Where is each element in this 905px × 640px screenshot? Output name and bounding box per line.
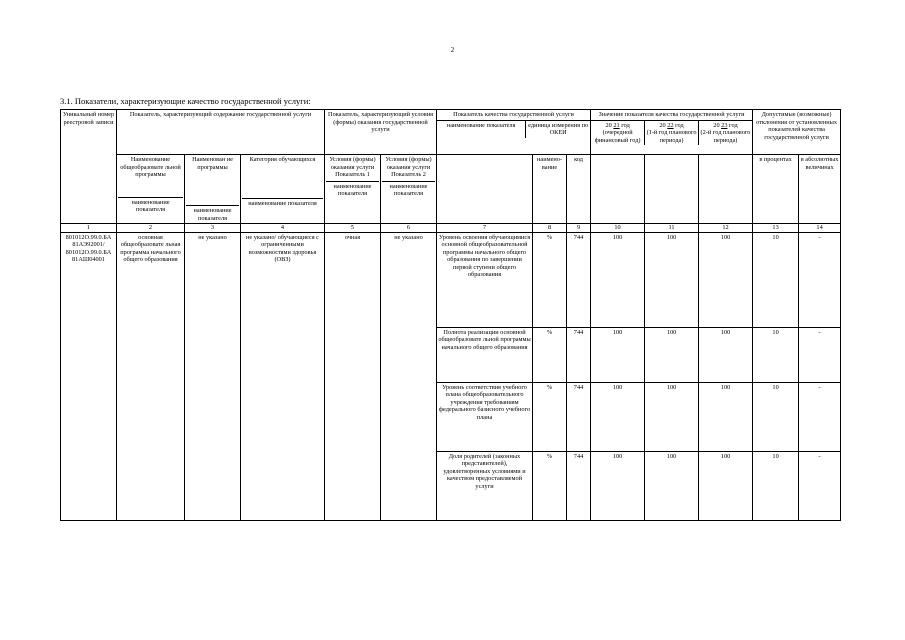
indicator-dev-absolute: - — [799, 382, 841, 451]
indicator-year-2: 100 — [645, 232, 699, 327]
indicator-dev-percent: 10 — [753, 382, 799, 451]
header-y2-blank — [645, 155, 699, 224]
header-year-2: 20 22 год (1-й год планового периода) — [646, 121, 697, 144]
header-dev-absolute: в абсолютных величинах — [799, 155, 841, 224]
header-unit-name: наимено-вание — [533, 155, 567, 224]
header-y1-blank — [591, 155, 645, 224]
header-unit-code: код — [567, 155, 591, 224]
quality-indicators-table — [60, 109, 841, 521]
indicator-dev-percent: 10 — [753, 451, 799, 520]
header-unit-okei: единица измерения по ОКЕИ — [528, 121, 589, 137]
header-row-1 — [61, 110, 841, 155]
header-reg-number: Уникальный номер реестровой записи — [61, 110, 117, 224]
indicator-code: 744 — [567, 327, 591, 382]
indicator-year-3: 100 — [699, 327, 753, 382]
header-conditions-group: Показатель, характеризующий условия (формы) оказания государственной услуги — [325, 110, 437, 155]
indicator-year-2: 100 — [645, 327, 699, 382]
indicator-unit: % — [533, 382, 567, 451]
header-y3-blank — [699, 155, 753, 224]
indicator-unit: % — [533, 327, 567, 382]
record-program-name: не указано — [185, 232, 241, 520]
record-program: основная общеобразовате льная программа начального общего образования — [117, 232, 185, 520]
indicator-year-1: 100 — [591, 232, 645, 327]
indicator-year-3: 100 — [699, 451, 753, 520]
header-sub-category: Категория обучающихся наименование показателя — [241, 155, 325, 224]
indicator-code: 744 — [567, 382, 591, 451]
header-dev-percent: в процентах — [753, 155, 799, 224]
indicator-dev-absolute: - — [799, 451, 841, 520]
indicator-name: Уровень соответствия учебного плана общеобразовательного учреждения требованиям федерального базисного учебного плана — [437, 382, 533, 451]
indicator-dev-percent: 10 — [753, 232, 799, 327]
indicator-dev-absolute: - — [799, 327, 841, 382]
indicator-name: Уровень освоения обучающимися основной общеобразовательной программы начального общего образования по завершении первой ступени общего образования — [437, 232, 533, 327]
indicator-year-2: 100 — [645, 451, 699, 520]
header-values-group: Значение показателя качества государственной услуги 20 21 год (очередной финансовый год) 20 22 год (1-й год планового периода) 20 23 год (2-й год планового периода) — [591, 110, 753, 155]
header-year-3: 20 23 год (2-й год планового периода) — [700, 121, 751, 144]
record-form-1: очная — [325, 232, 381, 520]
page-number: 2 — [450, 46, 455, 54]
indicator-year-1: 100 — [591, 451, 645, 520]
indicator-dev-percent: 10 — [753, 327, 799, 382]
header-sub-program-name: Наименован ие программы наименование показателя — [185, 155, 241, 224]
indicator-code: 744 — [567, 232, 591, 327]
indicator-year-1: 100 — [591, 327, 645, 382]
indicator-unit: % — [533, 451, 567, 520]
indicator-year-2: 100 — [645, 382, 699, 451]
record-category: не указано/ обучающиеся с ограниченными возможностями здоровья (ОВЗ) — [241, 232, 325, 520]
header-indicator-name: наименование показателя — [437, 121, 526, 138]
header-quality-group: Показатель качества государственной услуги наименование показателя единица измерения по ОКЕИ — [437, 110, 591, 155]
header-sub-program: Наименование общеобразовате льной программы наименование показателя — [117, 155, 185, 224]
header-sub-form-2: Условия (формы) оказания услуги Показатель 2 наименование показателя — [381, 155, 437, 224]
header-deviation-group: Допустимые (возможные) отклонения от установленных показателей качества государственной услуги — [753, 110, 841, 155]
header-content-group: Показатель, характеризующий содержание государственной услуги — [117, 110, 325, 155]
indicator-year-3: 100 — [699, 232, 753, 327]
indicator-year-3: 100 — [699, 382, 753, 451]
indicator-unit: % — [533, 232, 567, 327]
header-sub-form-1: Условия (формы) оказания услуги Показатель 1 наименование показателя — [325, 155, 381, 224]
header-year-1: 20 21 год (очередной финансовый год) — [591, 121, 645, 146]
table-row — [61, 232, 841, 327]
indicator-name: Полнота реализации основной общеобразовате льной программы начального общего образования — [437, 327, 533, 382]
record-form-2: не указано — [381, 232, 437, 520]
column-numbers-row: 1 2 3 4 5 6 7 8 9 10 11 12 13 14 — [61, 224, 841, 233]
indicator-year-1: 100 — [591, 382, 645, 451]
record-reg-number: 801012О.99.0.БА 81АЭ92001/ 801012О.99.0.БА 81АШ04001 — [61, 232, 117, 520]
indicator-name: Доля родителей (законных представителей), удовлетворенных условиями и качеством предоставляемой услуги — [437, 451, 533, 520]
indicator-dev-absolute: - — [799, 232, 841, 327]
section-title: 3.1. Показатели, характеризующие качество государственной услуги: — [60, 96, 311, 106]
indicator-code: 744 — [567, 451, 591, 520]
header-indicator-blank — [437, 155, 533, 224]
header-row-2 — [61, 155, 841, 224]
